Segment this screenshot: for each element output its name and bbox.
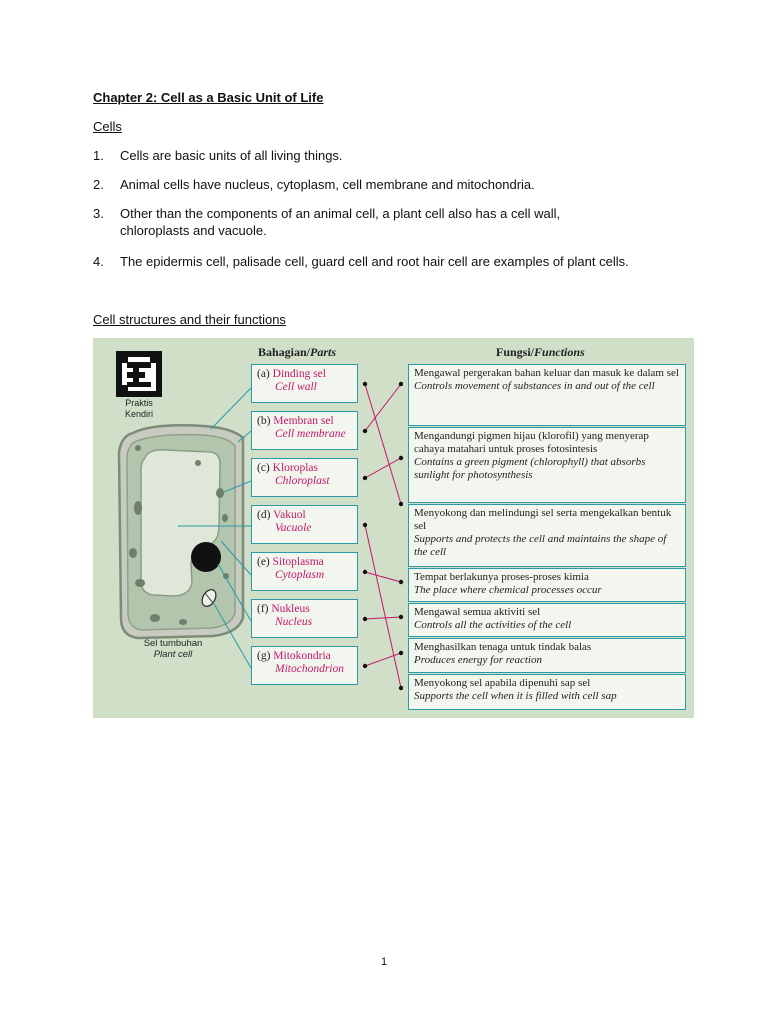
list-item: Cells are basic units of all living things. xyxy=(120,148,343,163)
list-number: 2. xyxy=(93,177,104,192)
section-heading-structures: Cell structures and their functions xyxy=(93,312,286,327)
function-box: Tempat berlakunya proses-proses kimia The place where chemical processes occur xyxy=(408,568,686,602)
function-box: Menyokong sel apabila dipenuhi sap sel Supports the cell when it is filled with cell sap xyxy=(408,674,686,710)
section-heading-cells: Cells xyxy=(93,119,122,134)
functions-header: Fungsi/Functions xyxy=(496,345,585,359)
cell-structure-figure xyxy=(93,338,694,718)
function-box: Mengawal semua aktiviti sel Controls all the activities of the cell xyxy=(408,603,686,637)
nucleus-shape xyxy=(191,542,221,572)
function-box: Mengawal pergerakan bahan keluar dan masuk ke dalam sel Controls movement of substances in and out of the cell xyxy=(408,364,686,426)
part-box: (b) Membran sel Cell membrane xyxy=(251,411,358,450)
qr-code-icon xyxy=(116,351,162,397)
chapter-title: Chapter 2: Cell as a Basic Unit of Life xyxy=(93,90,324,105)
page-number: 1 xyxy=(380,956,388,968)
list-number: 4. xyxy=(93,254,104,269)
function-box: Menyokong dan melindungi sel serta mengekalkan bentuk sel Supports and protects the cell and maintains the shape of the cell xyxy=(408,504,686,567)
function-box: Menghasilkan tenaga untuk tindak balas Produces energy for reaction xyxy=(408,638,686,673)
part-box: (e) Sitoplasma Cytoplasm xyxy=(251,552,358,591)
part-box: (c) Kloroplas Chloroplast xyxy=(251,458,358,497)
part-box: (a) Dinding sel Cell wall xyxy=(251,364,358,403)
part-box: (f) Nukleus Nucleus xyxy=(251,599,358,638)
cell-caption: Sel tumbuhan Plant cell xyxy=(143,638,203,660)
qr-label: Praktis Kendiri xyxy=(124,398,153,419)
list-number: 1. xyxy=(93,148,104,163)
list-item: Other than the components of an animal cell, a plant cell also has a cell wall, chloroplasts and vacuole. xyxy=(120,206,561,238)
function-box: Mengandungi pigmen hijau (klorofil) yang menyerap cahaya matahari untuk proses fotosintesis Contains a green pigment (chlorophyll) that absorbs sunlight for photosynthesis xyxy=(408,427,686,503)
list-item: The epidermis cell, palisade cell, guard cell and root hair cell are examples of plant cells. xyxy=(120,254,629,269)
part-box: (g) Mitokondria Mitochondrion xyxy=(251,646,358,685)
part-box: (d) Vakuol Vacuole xyxy=(251,505,358,544)
list-item: Animal cells have nucleus, cytoplasm, cell membrane and mitochondria. xyxy=(120,177,535,192)
parts-header: Bahagian/Parts xyxy=(258,345,337,359)
list-number: 3. xyxy=(93,206,104,221)
